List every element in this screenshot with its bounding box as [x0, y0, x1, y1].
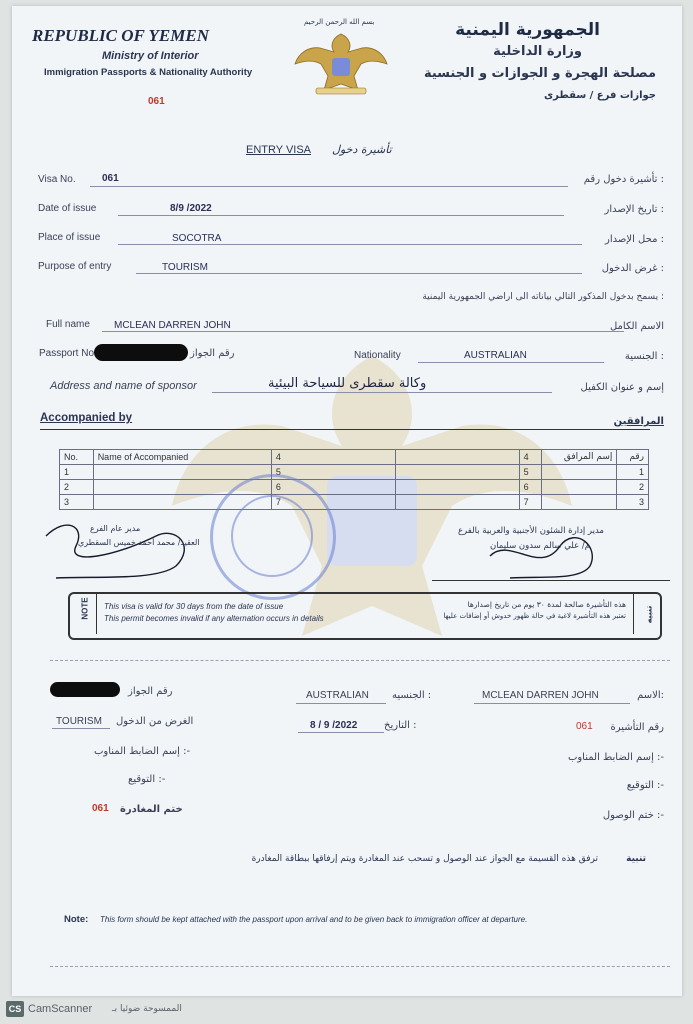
- accompanied-rule: [40, 429, 650, 430]
- table-cell: 4: [271, 450, 395, 465]
- accompanied-title-ar: المرافقين: [613, 416, 664, 427]
- purpose-value: TOURISM: [162, 262, 208, 273]
- table-cell: 2: [617, 480, 649, 495]
- left-signatory-title: مدير عام الفرع: [90, 524, 141, 533]
- table-cell: [93, 465, 271, 480]
- country-name-en: REPUBLIC OF YEMEN: [32, 26, 209, 45]
- nationality-label-ar: الجنسية :: [624, 351, 664, 362]
- sponsor-line: [212, 392, 552, 393]
- note-en-line-2: This permit becomes invalid if any alternation occurs in details: [104, 614, 324, 623]
- camscanner-ar: الممسوحة ضوئيا بـ: [112, 1004, 182, 1014]
- table-cell: 1: [60, 465, 94, 480]
- issue-date-value: 8/9 /2022: [170, 203, 212, 214]
- table-row: [60, 450, 649, 465]
- stub-departure-no: 061: [92, 803, 109, 814]
- table-cell: 5: [271, 465, 395, 480]
- header-no-ar-cell: رقم: [617, 450, 649, 465]
- fullname-line: [102, 331, 624, 332]
- note-ar-line-1: هذه التأشيرة صالحة لمدة ٣٠ يوم من تاريخ إصدارها: [467, 600, 626, 609]
- stub-name: MCLEAN DARREN JOHN: [482, 690, 599, 701]
- table-cell: 5: [519, 465, 542, 480]
- note-box: [68, 592, 662, 640]
- visa-no-line: [90, 186, 568, 187]
- header-name-ar-cell: إسم المرافق: [542, 450, 617, 465]
- title-ar: تأشيرة دخول: [332, 143, 392, 156]
- visa-document: [12, 6, 682, 996]
- sponsor-label: Address and name of sponsor: [50, 380, 197, 392]
- fullname-value: MCLEAN DARREN JOHN: [114, 320, 231, 331]
- nationality-label: Nationality: [354, 350, 401, 361]
- table-cell: [542, 495, 617, 510]
- header-name-cell: Name of Accompanied: [93, 450, 271, 465]
- stub-notice-label: تنبية: [626, 854, 646, 864]
- passport-redaction: [94, 344, 188, 361]
- country-name-ar: الجمهورية اليمنية: [455, 20, 600, 40]
- camscanner-brand: CamScanner: [28, 1003, 93, 1015]
- table-cell: [395, 480, 519, 495]
- stub-nationality-label-ar: الجنسيه :: [392, 690, 432, 701]
- authority-name-ar: مصلحة الهجرة و الجوازات و الجنسية: [423, 66, 656, 81]
- nationality-line: [418, 362, 604, 363]
- table-cell: [542, 480, 617, 495]
- sponsor-label-ar: إسم و عنوان الكفيل: [580, 382, 664, 393]
- right-signatory-title: مدير إدارة الشئون الأجنبية والعربية بالفرع: [457, 526, 604, 536]
- issue-date-label: Date of issue: [38, 203, 97, 214]
- table-cell: 7: [519, 495, 542, 510]
- footer-note: This form should be kept attached with the passport upon arrival and to be given back to immigration officer at departure.: [100, 915, 528, 924]
- table-cell: [395, 495, 519, 510]
- place-label: Place of issue: [38, 232, 101, 243]
- stub-purpose-label-ar: الغرض من الدخول: [116, 716, 194, 727]
- camscanner-logo-icon: CS: [6, 1001, 24, 1017]
- ministry-name-ar: وزارة الداخلية: [493, 44, 582, 59]
- signature-rule: [432, 580, 670, 581]
- fullname-label-ar: الاسم الكامل: [609, 321, 664, 332]
- fullname-label: Full name: [46, 319, 90, 330]
- stub-date-line: [298, 732, 384, 733]
- table-cell: 2: [60, 480, 94, 495]
- note-ar-line-2: تعتبر هذه التأشيرة لاغية في حالة ظهور خدوش أو إضافات عليها: [443, 612, 626, 620]
- header-no-cell: No.: [60, 450, 94, 465]
- title-en: ENTRY VISA: [246, 144, 312, 156]
- note-label-ar: تنبيه: [644, 605, 654, 624]
- right-signatory-name: م/ علي سالم سدون سليمان: [489, 541, 590, 551]
- visa-no-label-ar: تأشيرة دخول رقم :: [583, 174, 664, 185]
- stub-purpose: TOURISM: [56, 716, 102, 727]
- left-signatory-name: العقيد/ محمد أحمد خميس السقطري: [78, 538, 200, 547]
- stub-officer-right: إسم الضابط المناوب :-: [567, 752, 664, 763]
- note-divider-ar: [633, 594, 634, 634]
- issue-date-label-ar: تاريخ الإصدار :: [604, 204, 664, 215]
- table-cell: 3: [60, 495, 94, 510]
- stub-officer-left: إسم الضابط المناوب :-: [94, 746, 191, 757]
- serial-number: 061: [148, 96, 165, 107]
- branch-name-ar: جوازات فرع / سقطرى: [544, 90, 656, 101]
- permit-statement-ar: يسمح بدخول المذكور التالي بياناته الى اراضي الجمهورية اليمنية :: [422, 292, 664, 302]
- stub-departure-stamp: ختم المغادرة: [120, 804, 183, 815]
- official-stamp-icon: [210, 474, 336, 600]
- stub-name-label-ar: الاسم:: [637, 690, 664, 701]
- stub-purpose-line: [52, 728, 110, 729]
- note-en-line-1: This visa is valid for 30 days from the date of issue: [104, 602, 284, 611]
- stub-passport-label-ar: رقم الجواز: [128, 686, 173, 697]
- stub-nationality: AUSTRALIAN: [306, 690, 369, 701]
- stub-date-label-ar: التاريخ :: [384, 720, 417, 731]
- place-line: [118, 244, 582, 245]
- sponsor-value: وكالة سقطرى للسياحة البيئية: [268, 376, 427, 391]
- stub-visa-no-label-ar: رقم التأشيرة: [610, 722, 664, 733]
- note-label: NOTE: [80, 597, 90, 620]
- passport-label-ar: رقم الجواز: [190, 348, 235, 359]
- stub-notice: ترفق هذه القسيمة مع الجواز عند الوصول و تسحب عند المغادرة ويتم إرفاقها ببطاقة المغادرة: [251, 854, 598, 864]
- visa-no-label: Visa No.: [38, 174, 76, 185]
- footer-note-label: Note:: [64, 914, 89, 925]
- basmala: بسم الله الرحمن الرحيم: [304, 18, 375, 26]
- table-cell: 1: [617, 465, 649, 480]
- table-cell: [542, 465, 617, 480]
- accompanied-table: [59, 449, 649, 510]
- stub-sign-left: التوقيع :-: [128, 774, 166, 785]
- stub-passport-redaction: [50, 682, 120, 697]
- stub-arrival-stamp: ختم الوصول :-: [602, 810, 664, 821]
- table-cell: 6: [271, 480, 395, 495]
- place-label-ar: محل الإصدار :: [605, 234, 664, 245]
- authority-name-en: Immigration Passports & Nationality Authority: [44, 67, 253, 78]
- purpose-label: Purpose of entry: [38, 261, 112, 272]
- table-row: [60, 465, 649, 480]
- passport-label: Passport No: [39, 348, 95, 359]
- purpose-label-ar: غرض الدخول :: [601, 263, 664, 274]
- table-cell: [395, 450, 519, 465]
- stub-name-line: [474, 703, 630, 704]
- note-divider: [96, 594, 97, 634]
- ministry-name-en: Ministry of Interior: [102, 50, 199, 62]
- stub-sign-right: التوقيع :-: [626, 780, 664, 791]
- table-cell: 7: [271, 495, 395, 510]
- stub-visa-no: 061: [576, 721, 593, 732]
- table-cell: 4: [519, 450, 542, 465]
- tear-line: [50, 660, 670, 661]
- table-cell: 3: [617, 495, 649, 510]
- place-value: SOCOTRA: [172, 233, 222, 244]
- visa-no-value: 061: [102, 173, 119, 184]
- purpose-line: [136, 273, 582, 274]
- table-row: [60, 480, 649, 495]
- yemen-eagle-emblem-icon: [294, 32, 389, 96]
- issue-date-line: [118, 215, 564, 216]
- stub-date: 8 / 9 /2022: [310, 720, 358, 731]
- bottom-tear-line: [50, 966, 670, 967]
- stub-nationality-line: [296, 703, 386, 704]
- table-cell: 6: [519, 480, 542, 495]
- table-cell: [395, 465, 519, 480]
- nationality-value: AUSTRALIAN: [464, 350, 527, 361]
- accompanied-title-en: Accompanied by: [40, 412, 133, 424]
